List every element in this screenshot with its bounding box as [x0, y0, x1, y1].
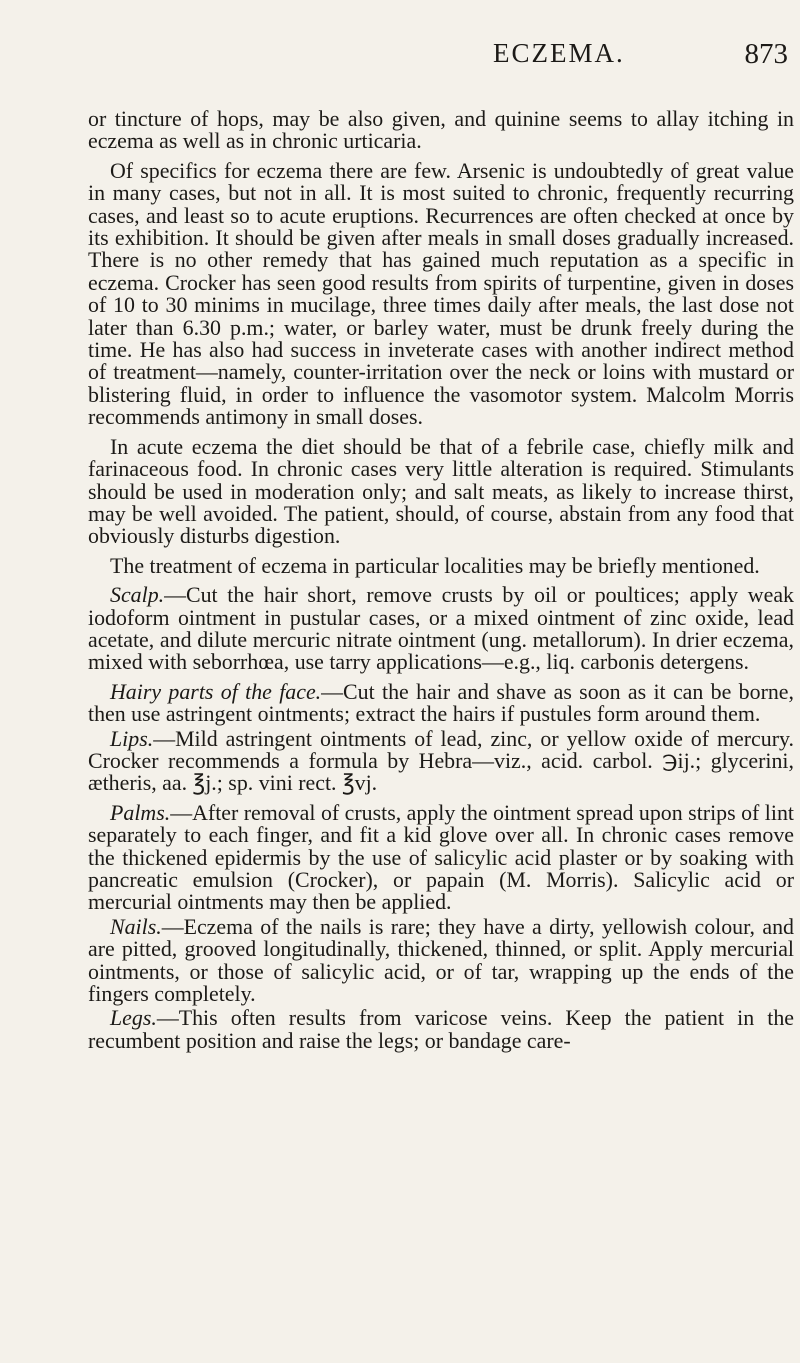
paragraph-palms: Palms.—After removal of crusts, apply the ointment spread upon strips of lint separately to each finger, and fit a kid glove over all. In chronic cases remove the thickened epidermis by the use of salicylic acid plaster or by soaking with pancreatic emulsion (Crocker), or papain (M. Morris). Salicylic acid or mercurial ointments may then be applied.: [88, 799, 794, 915]
running-title: ECZEMA.: [493, 38, 625, 68]
heading-palms: Palms.: [110, 799, 171, 825]
page-body: [88, 108, 794, 1059]
page-number: 873: [744, 38, 788, 70]
heading-legs: Legs.: [110, 1005, 157, 1031]
paragraph-hairy-face: Hairy parts of the face.—Cut the hair and shave as soon as it can be borne, then use astringent ointments; extract the hairs if pustules form around them.: [88, 678, 794, 727]
paragraph-lips: Lips.—Mild astringent ointments of lead, zinc, or yellow oxide of mercury. Crocker recommends a formula by Hebra—viz., acid. carbol. ℈ij.; glycerini, ætheris, aa. ℥j.; sp. vini rect. ℥vj.: [88, 725, 794, 796]
paragraph-scalp: Scalp.—Cut the hair short, remove crusts by oil or poultices; apply weak iodoform ointment in pustular cases, or a mixed ointment of zinc oxide, lead acetate, and dilute mercuric nitrate ointment (ung. metallorum). In drier eczema, mixed with seborrhœa, use tarry applications—e.g., liq. carbonis detergens.: [88, 582, 794, 675]
heading-nails: Nails.: [110, 913, 162, 939]
paragraph-legs: Legs.—This often results from varicose veins. Keep the patient in the recumbent position and raise the legs; or bandage care-: [88, 1005, 794, 1053]
paragraph-diet: In acute eczema the diet should be that of a febrile case, chiefly milk and farinaceous food. In chronic cases very little alteration is required. Stimulants should be used in moderation only; and salt meats, as likely to increase thirst, may be well avoided. The patient, should, of course, abstain from any food that obviously disturbs digestion.: [88, 433, 794, 549]
paragraph-localities-intro: The treatment of eczema in particular localities may be briefly mentioned.: [110, 552, 760, 578]
heading-lips: Lips.: [110, 725, 154, 751]
heading-hairy-face: Hairy parts of the face.: [110, 678, 322, 704]
paragraph-continuation: or tincture of hops, may be also given, and quinine seems to allay itching in eczema as well as in chronic urticaria.: [88, 106, 794, 154]
paragraph-nails: Nails.—Eczema of the nails is rare; they have a dirty, yellowish colour, and are pitted, grooved longitudinally, thickened, thinned, or split. Apply mercurial ointments, or those of salicylic acid, or of tar, wrapping up the ends of the fingers completely.: [88, 913, 794, 1007]
paragraph-specifics: Of specifics for eczema there are few. Arsenic is undoubtedly of great value in many cases, but not in all. It is most suited to chronic, frequently recurring cases, and least so to acute eruptions. Recurrences are often checked at once by its exhibition. It should be given after meals in small doses gradually increased. There is no other remedy that has gained much reputation as a specific in eczema. Crocker has seen good results from spirits of turpentine, given in doses of 10 to 30 minims in mucilage, three times daily after meals, the last dose not later than 6.30 p.m.; water, or barley water, must be drunk freely during the time. He has also had success in inveterate cases with another indirect method of treatment—namely, counter-irritation over the neck or loins with mustard or blistering fluid, in order to influence the vasomotor system. Malcolm Morris recommends antimony in small doses.: [88, 157, 794, 430]
heading-scalp: Scalp.: [110, 582, 165, 608]
running-header: [88, 38, 788, 78]
